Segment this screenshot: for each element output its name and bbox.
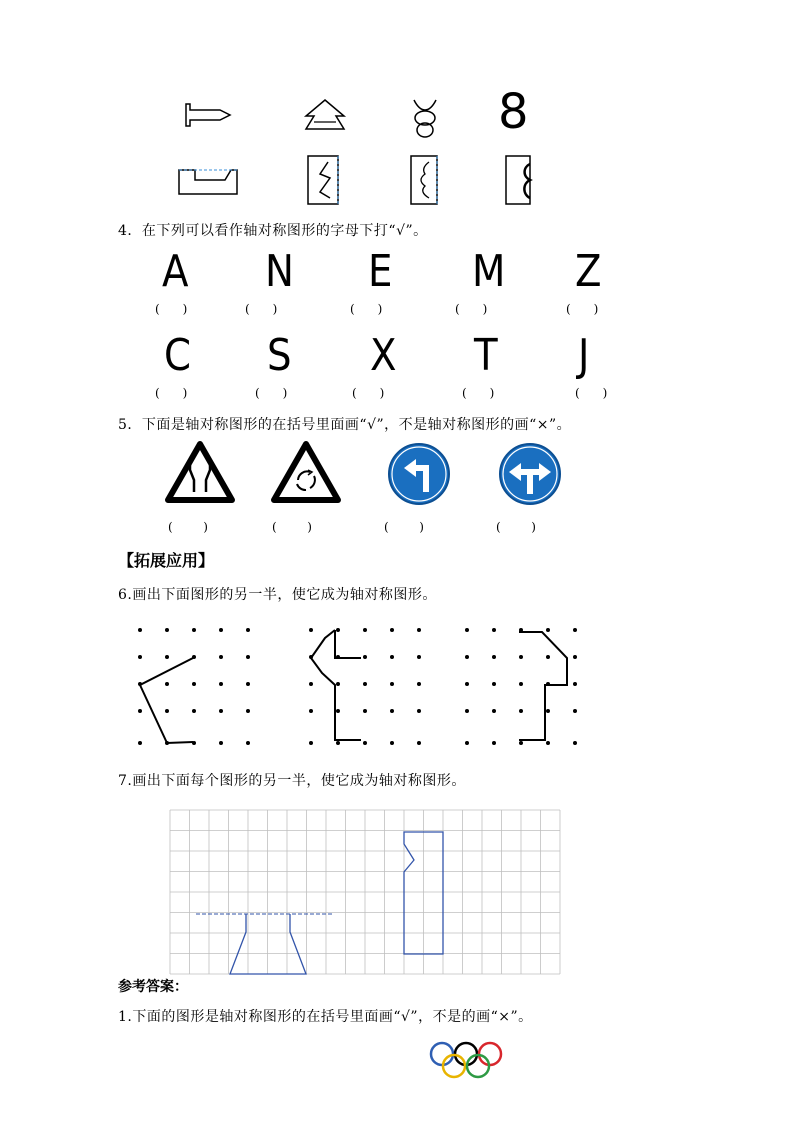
- grid-dot: [573, 628, 577, 632]
- grid-dot: [465, 628, 469, 632]
- grid-dot: [219, 655, 223, 659]
- grid-dot: [492, 709, 496, 713]
- grid-dot: [165, 682, 169, 686]
- grid-dot: [165, 655, 169, 659]
- grid-dot: [465, 709, 469, 713]
- grid-dot: [219, 709, 223, 713]
- answer-paren-sign-3[interactable]: ( ): [384, 520, 424, 534]
- grid-dot: [546, 628, 550, 632]
- grid-dot: [246, 682, 250, 686]
- answer-1-text: 1.下面的图形是轴对称图形的在括号里面画“√”，不是的画“×”。: [118, 1009, 533, 1025]
- grid-dot: [573, 655, 577, 659]
- left-right-turn-sign: [497, 442, 563, 508]
- grid-dot: [363, 655, 367, 659]
- digit-eight-figure: 8: [498, 84, 529, 140]
- grid-dot: [219, 741, 223, 745]
- letter-T: T: [474, 330, 498, 381]
- grid-dot: [465, 741, 469, 745]
- grid-dot: [219, 682, 223, 686]
- grid-dot: [417, 709, 421, 713]
- dot-figure-3-half: [519, 632, 567, 740]
- grid-dot: [246, 655, 250, 659]
- letter-S: S: [267, 330, 292, 381]
- grid-dot: [390, 655, 394, 659]
- answer-paren-S[interactable]: ( ): [255, 386, 288, 400]
- answer-paren-M[interactable]: ( ): [455, 302, 488, 316]
- grid-dot: [363, 709, 367, 713]
- grid-dot: [138, 709, 142, 713]
- question-4-text: 4．在下列可以看作轴对称图形的字母下打“√”。: [118, 223, 428, 239]
- answer-paren-T[interactable]: ( ): [462, 386, 495, 400]
- answer-paren-X[interactable]: ( ): [352, 386, 385, 400]
- arrow-up-shape-figure: [300, 96, 350, 136]
- letter-Z: Z: [575, 246, 602, 297]
- grid-dot: [546, 655, 550, 659]
- bee-shape-figure: [405, 94, 445, 140]
- grid-dot: [219, 628, 223, 632]
- grid-dot: [417, 682, 421, 686]
- grid-dot: [573, 741, 577, 745]
- grid-dot: [246, 709, 250, 713]
- grid-dot: [336, 741, 340, 745]
- dot-figure-1-half: [140, 658, 193, 743]
- grid-dot: [246, 628, 250, 632]
- grid-dot: [165, 628, 169, 632]
- grid-dot: [363, 628, 367, 632]
- grid-dot: [492, 655, 496, 659]
- grid-dot: [492, 682, 496, 686]
- grid-dot: [309, 741, 313, 745]
- grid-dot: [192, 709, 196, 713]
- olympic-rings-figure: [428, 1040, 508, 1082]
- grid-dot: [519, 709, 523, 713]
- answer-paren-C[interactable]: ( ): [155, 386, 188, 400]
- grid-dot: [336, 682, 340, 686]
- question-7-text: 7.画出下面每个图形的另一半，使它成为轴对称图形。: [118, 773, 466, 789]
- grid-dot: [363, 682, 367, 686]
- answer-paren-A[interactable]: ( ): [155, 302, 188, 316]
- grid-dot: [573, 709, 577, 713]
- grid-dot: [465, 655, 469, 659]
- grid-dot: [417, 741, 421, 745]
- grid-dot: [390, 682, 394, 686]
- grid-dot: [417, 655, 421, 659]
- narrow-road-warning-sign: [164, 440, 236, 506]
- dot-grid-points: [138, 628, 577, 745]
- roundabout-warning-sign: [270, 440, 342, 506]
- grid-dot: [546, 709, 550, 713]
- grid-dot: [417, 628, 421, 632]
- answer-paren-Z[interactable]: ( ): [566, 302, 599, 316]
- letter-C: C: [164, 330, 192, 381]
- grid-dot: [390, 709, 394, 713]
- grid-dot: [492, 741, 496, 745]
- letter-A: A: [162, 246, 189, 297]
- answer-paren-E[interactable]: ( ): [350, 302, 383, 316]
- answer-paren-sign-1[interactable]: ( ): [168, 520, 208, 534]
- grid-dot: [309, 709, 313, 713]
- half-shape-tray-figure: [175, 160, 245, 200]
- letter-E: E: [368, 246, 393, 297]
- grid-dot: [390, 741, 394, 745]
- grid-dot: [165, 709, 169, 713]
- answer-paren-sign-4[interactable]: ( ): [496, 520, 536, 534]
- turn-left-sign: [386, 442, 452, 508]
- grid-dot: [519, 655, 523, 659]
- nail-shape-figure: [180, 96, 240, 136]
- grid-dot: [573, 682, 577, 686]
- grid-figure-1-half: [230, 914, 306, 974]
- answers-heading: 参考答案：: [118, 979, 188, 995]
- grid-dot: [336, 628, 340, 632]
- grid-dot: [138, 655, 142, 659]
- answer-paren-sign-2[interactable]: ( ): [272, 520, 312, 534]
- answer-paren-J[interactable]: ( ): [575, 386, 608, 400]
- letter-N: N: [265, 246, 294, 297]
- square-grid-lines: [170, 810, 560, 974]
- grid-dot: [138, 741, 142, 745]
- grid-dot: [390, 628, 394, 632]
- half-shape-zigzag-figure: [300, 152, 346, 208]
- grid-dot: [465, 682, 469, 686]
- grid-dot: [336, 709, 340, 713]
- grid-dot: [519, 741, 523, 745]
- grid-dot: [138, 628, 142, 632]
- answer-paren-N[interactable]: ( ): [245, 302, 278, 316]
- grid-dot: [246, 741, 250, 745]
- question-6-text: 6.画出下面图形的另一半，使它成为轴对称图形。: [118, 587, 437, 603]
- dot-grid-figures: [130, 620, 590, 760]
- grid-dot: [309, 628, 313, 632]
- grid-dot: [492, 628, 496, 632]
- half-shape-eight-figure: [500, 152, 540, 208]
- section-heading: 【拓展应用】: [118, 551, 215, 570]
- square-grid-figure: [170, 810, 562, 976]
- letter-X: X: [370, 330, 397, 381]
- letter-J: J: [578, 330, 590, 381]
- grid-dot: [192, 682, 196, 686]
- grid-dot: [363, 741, 367, 745]
- grid-dot: [309, 682, 313, 686]
- question-5-text: 5．下面是轴对称图形的在括号里面画“√”，不是轴对称图形的画“×”。: [118, 417, 572, 433]
- letter-M: M: [472, 246, 506, 297]
- grid-dot: [546, 741, 550, 745]
- half-shape-bee-figure: [405, 152, 445, 208]
- grid-dot: [192, 628, 196, 632]
- grid-dot: [519, 682, 523, 686]
